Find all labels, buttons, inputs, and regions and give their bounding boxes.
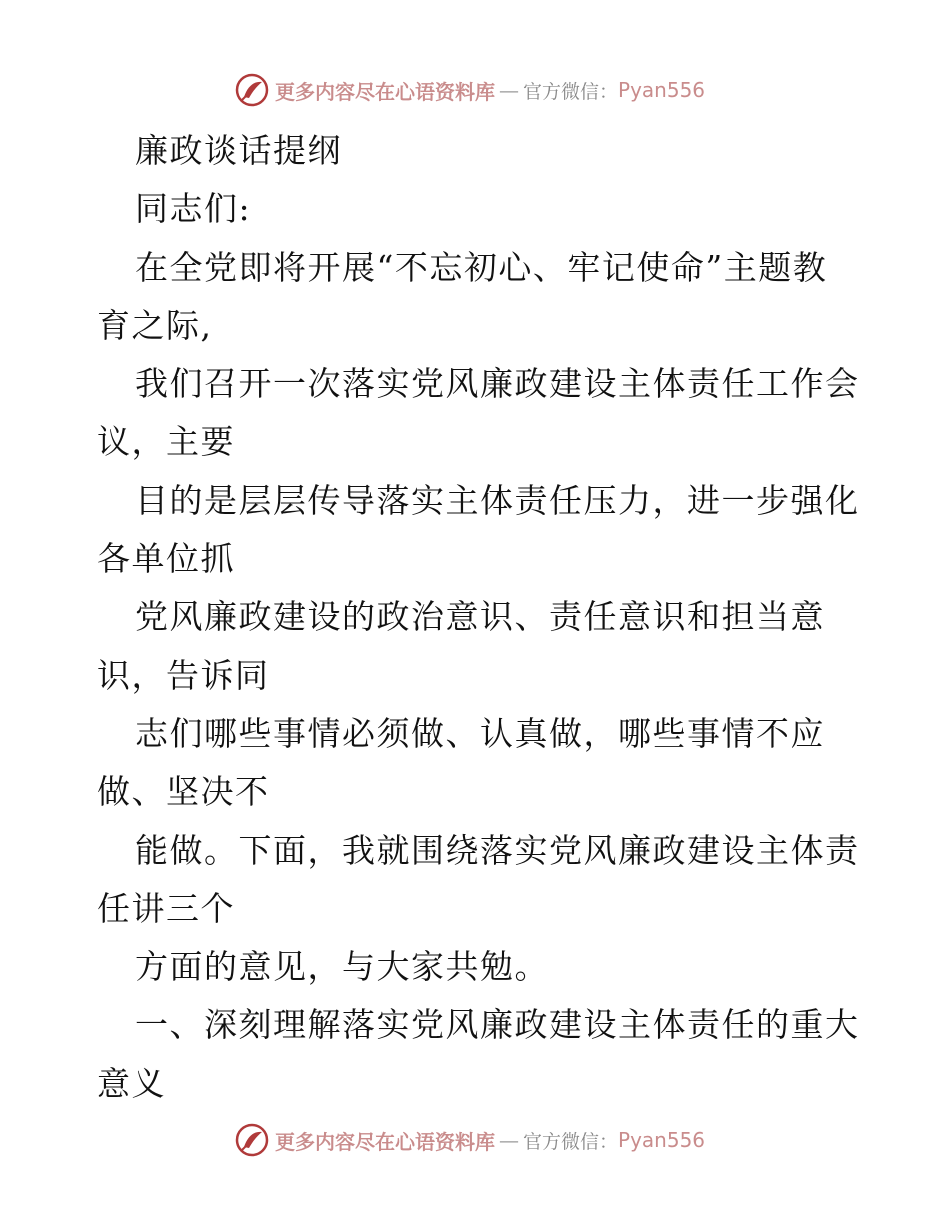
- document-line: 我们召开一次落实党风廉政建设主体责任工作会: [135, 364, 860, 404]
- document-line: 识，告诉同: [97, 655, 270, 695]
- banner-separator: —: [499, 78, 519, 102]
- document-body: [97, 122, 860, 1113]
- document-line: 党风廉政建设的政治意识、责任意识和担当意: [135, 597, 825, 637]
- brand-logo-icon: [235, 73, 269, 107]
- banner-text: 更多内容尽在心语资料库: [275, 79, 495, 104]
- document-title: 廉政谈话提纲: [135, 131, 342, 170]
- banner-wechat-label: 官方微信：: [523, 1130, 619, 1153]
- header-watermark-banner: [235, 72, 755, 108]
- document-line: 议，主要: [97, 422, 235, 462]
- document-line: 目的是层层传导落实主体责任压力，进一步强化: [135, 480, 860, 520]
- banner-separator: —: [499, 1128, 519, 1152]
- document-line: 做、坚决不: [97, 772, 270, 812]
- document-line: 任讲三个: [97, 888, 235, 928]
- banner-wechat-id: Pyan556: [618, 1128, 706, 1152]
- document-line: 在全党即将开展“不忘初心、牢记使命”主题教: [135, 247, 828, 287]
- document-line: 同志们:: [135, 189, 252, 229]
- banner-wechat-label: 官方微信：: [523, 80, 619, 103]
- banner-wechat-id: Pyan556: [618, 78, 706, 102]
- document-line: 意义: [97, 1063, 166, 1103]
- document-line: 一、深刻理解落实党风廉政建设主体责任的重大: [135, 1005, 860, 1045]
- document-line: 方面的意见，与大家共勉。: [135, 947, 549, 987]
- banner-text: 更多内容尽在心语资料库: [275, 1129, 495, 1154]
- document-line: 各单位抓: [97, 539, 235, 579]
- document-line: 育之际,: [97, 305, 213, 345]
- document-line: 能做。下面，我就围绕落实党风廉政建设主体责: [135, 830, 860, 870]
- document-line: 志们哪些事情必须做、认真做，哪些事情不应: [135, 713, 825, 753]
- footer-watermark-banner: [235, 1122, 755, 1158]
- brand-logo-icon: [235, 1123, 269, 1157]
